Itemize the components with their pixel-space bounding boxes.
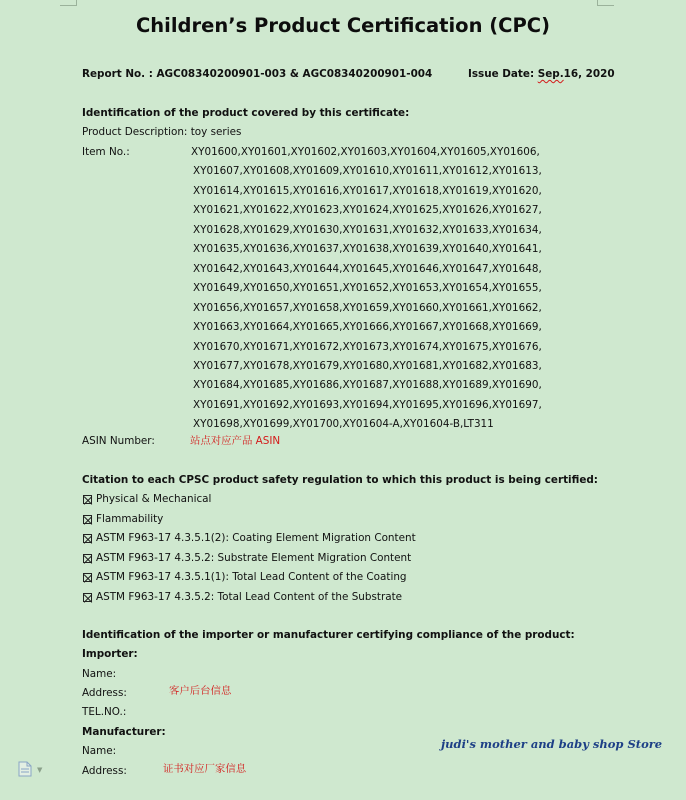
store-watermark: judi's mother and baby shop Store bbox=[441, 737, 663, 751]
issue-date-rest: 16, 2020 bbox=[563, 68, 615, 80]
importer-address-label: Address: bbox=[82, 687, 127, 699]
manufacturer-address-label: Address: bbox=[82, 765, 127, 777]
manufacturer-name-label: Name: bbox=[82, 745, 117, 757]
issue-date-month: Sep. bbox=[537, 68, 564, 80]
importer-name-label: Name: bbox=[82, 668, 117, 680]
importer-address-value: 客户后台信息 bbox=[169, 685, 232, 697]
item-number-line: XY01698,XY01699,XY01700,XY01604-A,XY01604-B,LT311 bbox=[193, 418, 494, 431]
checked-box-icon[interactable] bbox=[83, 554, 92, 563]
item-number-line: XY01628,XY01629,XY01630,XY01631,XY01632,XY01633,XY01634, bbox=[193, 223, 542, 236]
manufacturer-label: Manufacturer: bbox=[82, 726, 166, 738]
asin-label: ASIN Number: bbox=[82, 435, 155, 447]
item-number-line: XY01670,XY01671,XY01672,XY01673,XY01674,XY01675,XY01676, bbox=[193, 340, 542, 353]
citation-item: ASTM F963-17 4.3.5.1(1): Total Lead Content of the Coating bbox=[96, 571, 407, 583]
report-number: Report No. : AGC08340200901-003 & AGC08340200901-004 bbox=[82, 68, 433, 80]
citation-item: ASTM F963-17 4.3.5.2: Total Lead Content of the Substrate bbox=[96, 590, 403, 603]
checked-box-icon[interactable] bbox=[83, 495, 92, 504]
checked-box-icon[interactable] bbox=[83, 534, 92, 543]
citation-item: ASTM F963-17 4.3.5.1(2): Coating Element Migration Content bbox=[96, 532, 416, 544]
citation-item: Flammability bbox=[96, 512, 164, 525]
citation-item: ASTM F963-17 4.3.5.2: Substrate Element Migration Content bbox=[96, 551, 412, 564]
page-corner-mark bbox=[60, 0, 77, 6]
checked-box-icon[interactable] bbox=[83, 573, 92, 582]
item-number-line: XY01600,XY01601,XY01602,XY01603,XY01604,XY01605,XY01606, bbox=[191, 146, 540, 158]
manufacturer-address-value: 证书对应厂家信息 bbox=[163, 763, 247, 775]
item-number-line: XY01663,XY01664,XY01665,XY01666,XY01667,XY01668,XY01669, bbox=[193, 321, 542, 334]
chevron-down-icon[interactable]: ▼ bbox=[37, 766, 43, 774]
issue-date bbox=[468, 68, 615, 81]
item-number-line: XY01607,XY01608,XY01609,XY01610,XY01611,XY01612,XY01613, bbox=[193, 165, 542, 178]
asin-value: 站点对应产品 ASIN bbox=[190, 435, 281, 447]
item-number-label: Item No.: bbox=[82, 146, 130, 158]
item-number-line: XY01684,XY01685,XY01686,XY01687,XY01688,XY01689,XY01690, bbox=[193, 379, 542, 392]
item-number-line: XY01614,XY01615,XY01616,XY01617,XY01618,XY01619,XY01620, bbox=[193, 184, 542, 197]
citation-heading: Citation to each CPSC product safety regulation to which this product is being certified: bbox=[82, 474, 598, 486]
document-title: Children’s Product Certification (CPC) bbox=[135, 14, 550, 37]
item-number-line: XY01621,XY01622,XY01623,XY01624,XY01625,XY01626,XY01627, bbox=[193, 204, 542, 217]
product-description: Product Description: toy series bbox=[82, 126, 242, 138]
item-number-line: XY01642,XY01643,XY01644,XY01645,XY01646,XY01647,XY01648, bbox=[193, 262, 542, 275]
item-number-line: XY01635,XY01636,XY01637,XY01638,XY01639,XY01640,XY01641, bbox=[193, 243, 542, 256]
item-number-line: XY01656,XY01657,XY01658,XY01659,XY01660,XY01661,XY01662, bbox=[193, 301, 542, 314]
document-icon[interactable] bbox=[18, 761, 32, 777]
checked-box-icon[interactable] bbox=[83, 593, 92, 602]
importer-tel-label: TEL.NO.: bbox=[82, 706, 127, 718]
item-number-line: XY01677,XY01678,XY01679,XY01680,XY01681,XY01682,XY01683, bbox=[193, 359, 542, 372]
importer-label: Importer: bbox=[82, 648, 138, 660]
citation-item: Physical & Mechanical bbox=[96, 493, 212, 505]
item-number-line: XY01649,XY01650,XY01651,XY01652,XY01653,XY01654,XY01655, bbox=[193, 282, 542, 295]
issue-date-label: Issue Date: bbox=[468, 68, 535, 80]
item-number-line: XY01691,XY01692,XY01693,XY01694,XY01695,XY01696,XY01697, bbox=[193, 398, 542, 411]
product-heading: Identification of the product covered by this certificate: bbox=[82, 107, 410, 119]
checked-box-icon[interactable] bbox=[83, 515, 92, 524]
page-corner-mark bbox=[597, 0, 614, 6]
importer-section-heading: Identification of the importer or manufacturer certifying compliance of the product: bbox=[82, 629, 575, 641]
